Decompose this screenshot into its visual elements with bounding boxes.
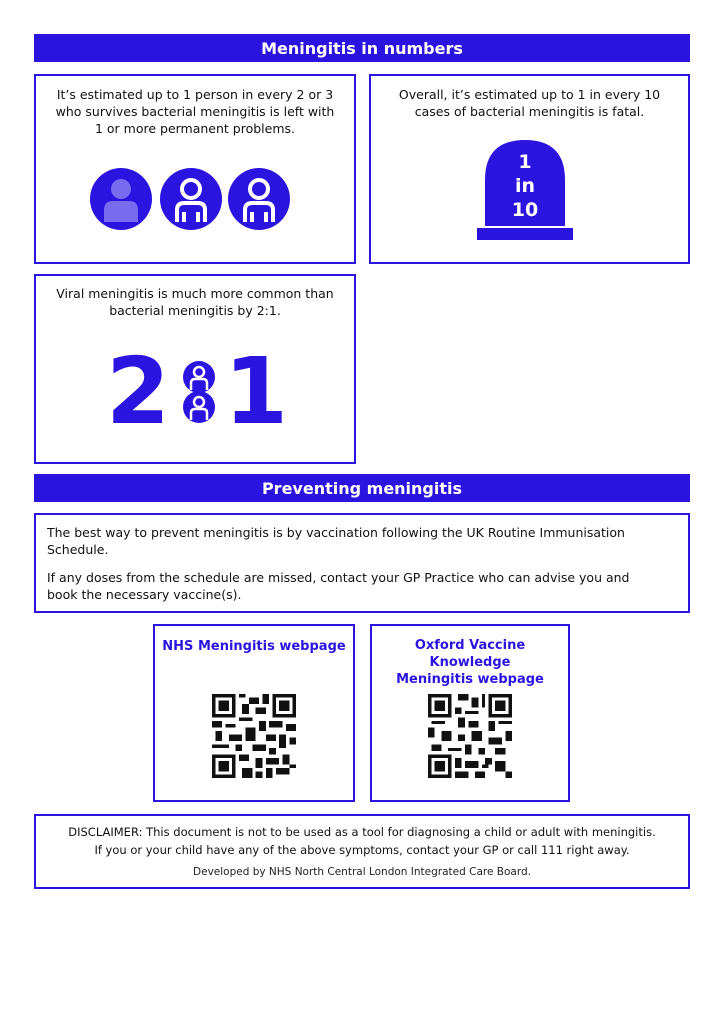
stat-text-fatal: Overall, it’s estimated up to 1 in every 10 cases of bacterial meningitis is fatal. [398, 87, 661, 119]
stat-box-survivors [34, 74, 356, 264]
qr-box-oxford[interactable] [370, 624, 570, 802]
ratio-number-right: 1 [224, 338, 289, 445]
person-icon-affected [90, 168, 152, 230]
person-icon [228, 168, 290, 230]
person-icon-small [182, 390, 216, 424]
disclaimer-box [34, 814, 690, 889]
qr-code-icon[interactable] [428, 694, 512, 778]
developed-by-note: Developed by NHS North Central London Integrated Care Board. [193, 866, 531, 878]
tombstone-word: in [514, 175, 536, 197]
qr-box-nhs[interactable] [153, 624, 355, 802]
tombstone-number: 10 [511, 199, 539, 221]
oxford-link-title[interactable] [376, 637, 564, 688]
section-title-numbers: Meningitis in numbers [261, 38, 463, 58]
stat-text-survivors: It’s estimated up to 1 person in every 2 or 3 who survives bacterial meningitis is left with 1 or more permanent problems. [55, 87, 335, 136]
person-icon [160, 168, 222, 230]
tombstone-number: 1 [518, 151, 532, 173]
oxford-link-title-line2[interactable]: Meningitis webpage [396, 672, 544, 687]
disclaimer-line-1: DISCLAIMER: This document is not to be used as a tool for diagnosing a child or adult with meningitis. [68, 825, 656, 839]
person-icon-small [182, 360, 216, 394]
tombstone-icon [477, 138, 573, 242]
disclaimer-line-2: If you or your child have any of the above symptoms, contact your GP or call 111 right away. [94, 843, 630, 857]
section-banner-preventing [34, 474, 690, 502]
ratio-number-left: 2 [106, 338, 171, 445]
section-title-preventing: Preventing meningitis [261, 478, 463, 498]
prevention-text-missed-doses: If any doses from the schedule are missed, contact your GP Practice who can advise you and book the necessary vaccine(s). [47, 570, 630, 602]
qr-code-icon[interactable] [212, 694, 296, 778]
stat-box-viral [34, 274, 356, 464]
stat-text-viral: Viral meningitis is much more common than bacterial meningitis by 2:1. [56, 286, 334, 318]
nhs-link-title[interactable]: NHS Meningitis webpage [162, 639, 346, 654]
prevention-text-vaccination: The best way to prevent meningitis is by vaccination following the UK Routine Immunisation Schedule. [47, 525, 625, 557]
prevention-box [34, 513, 690, 613]
section-banner-numbers [34, 34, 690, 62]
oxford-link-title-line1[interactable]: Oxford Vaccine Knowledge [414, 638, 526, 670]
stat-box-fatal [369, 74, 690, 264]
